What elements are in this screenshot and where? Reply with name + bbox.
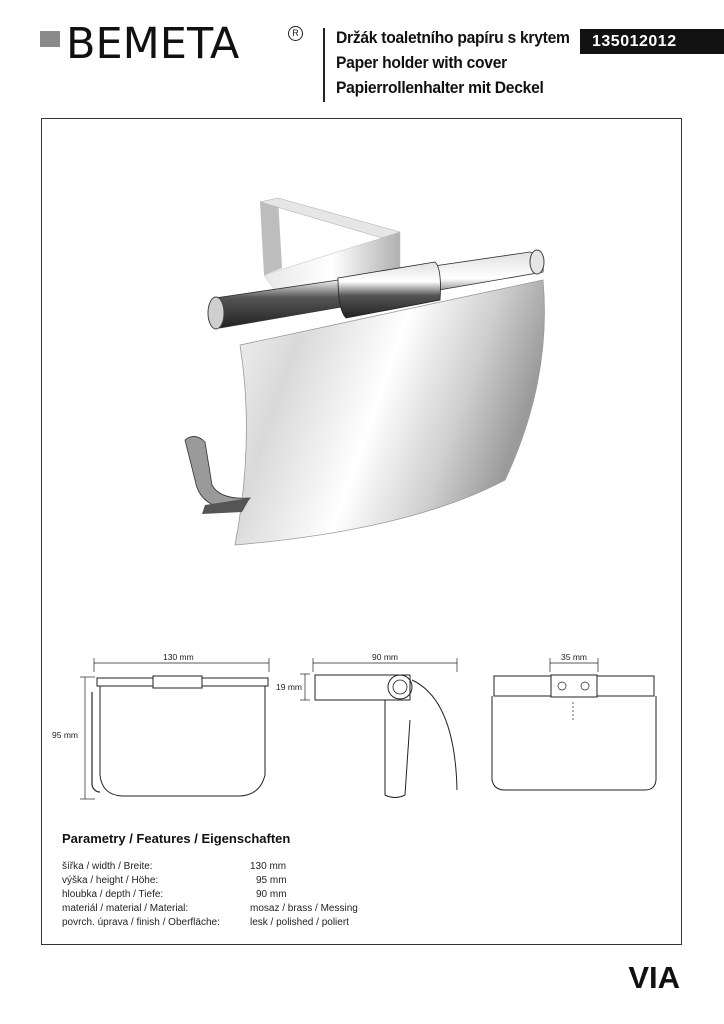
front-clamp [153, 676, 202, 688]
features-heading: Parametry / Features / Eigenschaften [62, 831, 291, 846]
side-height-label: 19 mm [276, 682, 302, 692]
series-name: VIA [628, 960, 680, 995]
brand-name: BEMETA [66, 19, 240, 69]
front-width-label: 130 mm [163, 652, 194, 662]
side-cover-arc [412, 680, 457, 790]
registered-mark: R [288, 26, 303, 41]
feature-label: materiál / material / Material: [62, 903, 189, 914]
feature-value: lesk / polished / poliert [250, 917, 349, 928]
side-hook [385, 700, 410, 798]
side-depth-label: 90 mm [372, 652, 398, 662]
feature-label: povrch. úprava / finish / Oberfläche: [62, 917, 220, 928]
feature-label: hloubka / depth / Tiefe: [62, 889, 164, 900]
back-cover-outline [492, 696, 656, 790]
feature-value: 90 mm [256, 889, 287, 900]
back-width-label: 35 mm [561, 652, 587, 662]
feature-value: 95 mm [256, 875, 287, 886]
feature-label: výška / height / Höhe: [62, 875, 159, 886]
front-cover-outline [100, 686, 265, 796]
features-section [62, 830, 290, 848]
title-english: Paper holder with cover [336, 53, 507, 72]
side-plate [315, 675, 410, 700]
feature-label: šířka / width / Breite: [62, 861, 153, 872]
title-czech: Držák toaletního papíru s krytem [336, 28, 570, 47]
product-code: 135012012 [580, 29, 724, 54]
feature-value: mosaz / brass / Messing [250, 903, 358, 914]
front-height-label: 95 mm [52, 730, 78, 740]
title-german: Papierrollenhalter mit Deckel [336, 78, 544, 97]
side-bar-end [388, 675, 412, 699]
front-hook [92, 692, 100, 792]
feature-value: 130 mm [250, 861, 287, 872]
